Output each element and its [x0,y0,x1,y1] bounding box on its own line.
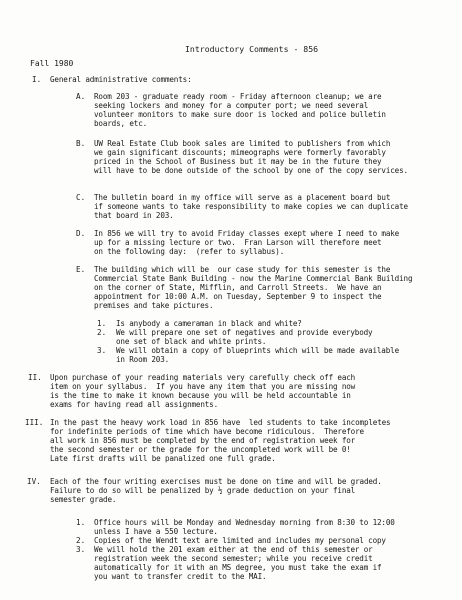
term-label: Fall 1980 [30,59,74,68]
item-a-line: Room 203 - graduate ready room - Friday afternoon cleanup; we are [94,92,382,101]
item-marker-e: E. [76,265,86,274]
subitem-e3-line: in Room 203. [116,355,170,364]
subitem-iv2-line: Copies of the Wendt text are limited and includes my personal copy [94,536,386,545]
item-e-line: premises and take pictures. [94,301,214,310]
subitem-iv3-line: you want to transfer credit to the MAI. [94,572,267,581]
subitem-marker-e2: 2. [97,328,107,337]
item-marker-c: C. [76,193,86,202]
subitem-e3-line: We will obtain a copy of blueprints which will be made available [116,346,399,355]
section-2-line: item on your syllabus. If you have any item that you are missing now [50,382,356,391]
item-d-line: on the following day: (refer to syllabus). [94,247,285,256]
subitem-e2-line: We will prepare one set of negatives and provide everybody [116,328,373,337]
section-2-line: is the time to make it known because you will be held accountable in [50,391,351,400]
section-marker-4: IV. [27,477,41,486]
section-marker-3: III. [25,418,44,427]
item-b-line: we gain significant discounts; mimeographs were formerly favorably [94,148,386,157]
section-3-line: Late first drafts will be panalized one full grade. [50,454,276,463]
item-b-line: will have to be done outside of the school by one of the copy services. [94,166,408,175]
subitem-marker-iv3: 3. [76,545,86,554]
section-marker-1: I. [32,75,42,84]
section-2-line: exams for having read all assignments. [50,400,219,409]
subitem-marker-e3: 3. [97,346,107,355]
section-3-line: the second semester or the grade for the uncompleted work will be 0! [50,445,351,454]
section-3-line: for indefinite periods of time which have become ridiculous. Therefore [50,427,364,436]
item-e-line: Commercial State Bank Building - now the Marine Commercial Bank Building [94,274,413,283]
item-d-line: In 856 we will try to avoid Friday classes exept where I need to make [94,229,400,238]
subitem-iv1-line: Office hours will be Monday and Wednesday morning from 8:30 to 12:00 [94,518,395,527]
item-d-line: up for a missing lecture or two. Fran Larson will therefore meet [94,238,382,247]
section-4-line: semester grade. [50,495,117,504]
subitem-iv3-line: We will hold the 201 exam either at the end of this semester or [94,545,373,554]
subitem-marker-e1: 1. [97,319,107,328]
item-marker-a: A. [76,92,86,101]
subitem-e2-line: one set of black and white prints. [116,337,267,346]
subitem-e1-line: Is anybody a cameraman in black and white? [116,319,302,328]
item-c-line: if someone wants to take responsibility to make copies we can duplicate [94,202,408,211]
section-marker-2: II. [28,373,42,382]
item-marker-b: B. [76,139,86,148]
item-a-line: boards, etc. [94,119,148,128]
section-heading-1: General administrative comments: [50,75,192,84]
section-4-line: Each of the four writing exercises must be done on time and will be graded. [50,477,382,486]
item-e-line: on the corner of State, Mifflin, and Carroll Streets. We have an [94,283,382,292]
item-c-line: that board in 203. [94,211,174,220]
subitem-marker-iv2: 2. [76,536,86,545]
section-2-line: Upon purchase of your reading materials very carefully check off each [50,373,356,382]
item-a-line: seeking lockers and money for a computer port; we need several [94,101,369,110]
item-a-line: volunteer monitors to make sure door is locked and police bulletin [94,110,386,119]
subitem-iv1-line: unless I have a 550 lecture. [94,527,218,536]
item-marker-d: D. [76,229,86,238]
item-c-line: The bulletin board in my office will serve as a placement board but [94,193,391,202]
subitem-iv3-line: registration week the second semester; while you receive credit [94,554,373,563]
subitem-marker-iv1: 1. [76,518,86,527]
item-b-line: UW Real Estate Club book sales are limited to publishers from which [94,139,391,148]
section-4-line: Failure to do so will be penalized by ½ grade deduction on your final [50,486,356,495]
item-e-line: The building which will be our case study for this semester is the [94,265,391,274]
item-b-line: priced in the School of Business but it may be in the future they [94,157,382,166]
section-3-line: all work in 856 must be completed by the end of registration week for [50,436,356,445]
section-3-line: In the past the heavy work load in 856 have led students to take incompletes [50,418,391,427]
document-title: Introductory Comments - 856 [185,44,319,54]
item-e-line: appointment for 10:00 A.M. on Tuesday, September 9 to inspect the [94,292,382,301]
subitem-iv3-line: automatically for it with an MS degree, you must take the exam if [94,563,382,572]
